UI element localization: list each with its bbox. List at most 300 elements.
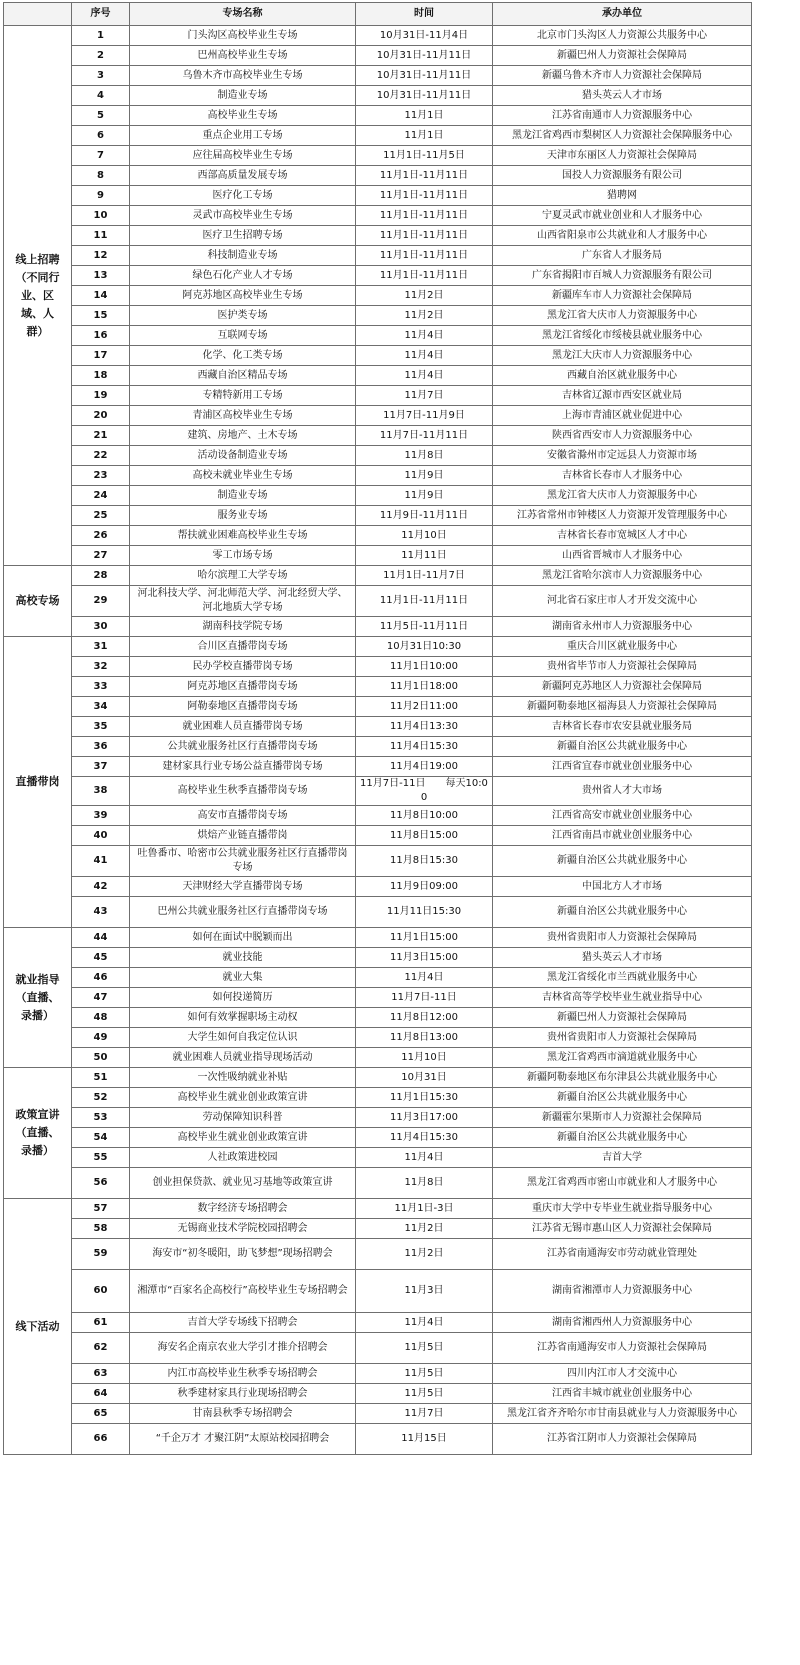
event-name-cell: 化学、化工类专场: [130, 346, 356, 366]
table-row: [4, 677, 752, 697]
number-cell: 49: [72, 1028, 130, 1048]
number-cell: 28: [72, 566, 130, 586]
event-name-cell: 无锡商业技术学院校园招聘会: [130, 1219, 356, 1239]
organizer-cell: 贵州省人才大市场: [493, 777, 752, 806]
event-name-cell: 海安市“初冬暖阳，助飞梦想”现场招聘会: [130, 1239, 356, 1270]
table-row: [4, 1333, 752, 1364]
time-cell: 11月3日17:00: [356, 1108, 493, 1128]
table-row: [4, 546, 752, 566]
event-name-cell: 制造业专场: [130, 86, 356, 106]
number-cell: 32: [72, 657, 130, 677]
time-cell: 11月1日-11月11日: [356, 266, 493, 286]
number-cell: 33: [72, 677, 130, 697]
header-row: [4, 3, 752, 26]
number-cell: 45: [72, 948, 130, 968]
time-cell: 10月31日-11月4日: [356, 26, 493, 46]
table-row: [4, 166, 752, 186]
table-row: [4, 617, 752, 637]
organizer-cell: 湖南省湘西州人力资源服务中心: [493, 1313, 752, 1333]
organizer-cell: 江苏省南通海安市劳动就业管理处: [493, 1239, 752, 1270]
event-name-cell: 青浦区高校毕业生专场: [130, 406, 356, 426]
table-row: [4, 246, 752, 266]
number-cell: 41: [72, 846, 130, 877]
organizer-cell: 上海市青浦区就业促进中心: [493, 406, 752, 426]
event-name-cell: 重点企业用工专场: [130, 126, 356, 146]
event-name-cell: 门头沟区高校毕业生专场: [130, 26, 356, 46]
time-cell: 11月2日: [356, 1219, 493, 1239]
time-cell: 11月4日: [356, 968, 493, 988]
number-cell: 27: [72, 546, 130, 566]
time-cell: 11月2日: [356, 306, 493, 326]
organizer-cell: 贵州省毕节市人力资源社会保障局: [493, 657, 752, 677]
time-cell: 11月7日: [356, 1404, 493, 1424]
table-row: [4, 106, 752, 126]
header-number: 序号: [72, 3, 130, 26]
event-name-cell: 阿克苏地区直播带岗专场: [130, 677, 356, 697]
organizer-cell: 新疆自治区公共就业服务中心: [493, 1088, 752, 1108]
table-row: [4, 948, 752, 968]
time-cell: 11月1日: [356, 106, 493, 126]
organizer-cell: 黑龙江省大庆市人力资源服务中心: [493, 306, 752, 326]
event-name-cell: 高校毕业生就业创业政策宣讲: [130, 1088, 356, 1108]
time-cell: 11月1日-11月11日: [356, 226, 493, 246]
time-cell: 10月31日-11月11日: [356, 86, 493, 106]
time-cell: 11月7日: [356, 386, 493, 406]
event-name-cell: 巴州高校毕业生专场: [130, 46, 356, 66]
organizer-cell: 新疆阿勒泰地区福海县人力资源社会保障局: [493, 697, 752, 717]
time-cell: 11月9日: [356, 466, 493, 486]
event-name-cell: 就业困难人员就业指导现场活动: [130, 1048, 356, 1068]
time-cell: 11月8日12:00: [356, 1008, 493, 1028]
event-name-cell: 秋季建材家具行业现场招聘会: [130, 1384, 356, 1404]
category-cell: 就业指导（直播、录播）: [4, 928, 72, 1068]
event-name-cell: 活动设备制造业专场: [130, 446, 356, 466]
header-organizer: 承办单位: [493, 3, 752, 26]
number-cell: 6: [72, 126, 130, 146]
time-cell: 11月4日: [356, 326, 493, 346]
event-name-cell: 建材家具行业专场公益直播带岗专场: [130, 757, 356, 777]
table-row: [4, 1168, 752, 1199]
event-name-cell: 数字经济专场招聘会: [130, 1199, 356, 1219]
organizer-cell: 宁夏灵武市就业创业和人才服务中心: [493, 206, 752, 226]
table-row: [4, 526, 752, 546]
number-cell: 38: [72, 777, 130, 806]
organizer-cell: 新疆巴州人力资源社会保障局: [493, 46, 752, 66]
time-cell: 11月4日15:30: [356, 1128, 493, 1148]
organizer-cell: 中国北方人才市场: [493, 877, 752, 897]
table-row: [4, 988, 752, 1008]
event-name-cell: 医疗化工专场: [130, 186, 356, 206]
time-cell: 11月4日15:30: [356, 737, 493, 757]
header-time: 时间: [356, 3, 493, 26]
event-name-cell: 医护类专场: [130, 306, 356, 326]
time-cell: 10月31日-11月11日: [356, 66, 493, 86]
number-cell: 15: [72, 306, 130, 326]
event-name-cell: 医疗卫生招聘专场: [130, 226, 356, 246]
number-cell: 29: [72, 586, 130, 617]
organizer-cell: 新疆库车市人力资源社会保障局: [493, 286, 752, 306]
table-row: [4, 1313, 752, 1333]
number-cell: 8: [72, 166, 130, 186]
organizer-cell: 江苏省江阴市人力资源社会保障局: [493, 1424, 752, 1455]
table-row: [4, 1239, 752, 1270]
time-cell: 10月31日: [356, 1068, 493, 1088]
time-cell: 11月3日: [356, 1270, 493, 1313]
table-row: [4, 426, 752, 446]
table-row: [4, 1068, 752, 1088]
schedule-table: [3, 2, 752, 1455]
organizer-cell: 江苏省无锡市惠山区人力资源社会保障局: [493, 1219, 752, 1239]
table-row: [4, 346, 752, 366]
number-cell: 14: [72, 286, 130, 306]
number-cell: 52: [72, 1088, 130, 1108]
table-row: [4, 697, 752, 717]
category-cell: 政策宣讲（直播、录播）: [4, 1068, 72, 1199]
table-row: [4, 657, 752, 677]
number-cell: 59: [72, 1239, 130, 1270]
organizer-cell: 新疆霍尔果斯市人力资源社会保障局: [493, 1108, 752, 1128]
table-row: [4, 846, 752, 877]
table-body: [4, 26, 752, 1455]
time-cell: 11月9日: [356, 486, 493, 506]
event-name-cell: “千企万才 才聚江阴”太原站校园招聘会: [130, 1424, 356, 1455]
event-name-cell: 西部高质量发展专场: [130, 166, 356, 186]
table-row: [4, 1384, 752, 1404]
number-cell: 23: [72, 466, 130, 486]
number-cell: 46: [72, 968, 130, 988]
event-name-cell: 海安名企南京农业大学引才推介招聘会: [130, 1333, 356, 1364]
event-name-cell: 烘焙产业链直播带岗: [130, 826, 356, 846]
event-name-cell: 公共就业服务社区行直播带岗专场: [130, 737, 356, 757]
event-name-cell: 巴州公共就业服务社区行直播带岗专场: [130, 897, 356, 928]
time-cell: 11月1日-11月11日: [356, 246, 493, 266]
table-row: [4, 777, 752, 806]
table-row: [4, 566, 752, 586]
organizer-cell: 重庆合川区就业服务中心: [493, 637, 752, 657]
organizer-cell: 江西省高安市就业创业服务中心: [493, 806, 752, 826]
number-cell: 17: [72, 346, 130, 366]
number-cell: 18: [72, 366, 130, 386]
organizer-cell: 吉首大学: [493, 1148, 752, 1168]
organizer-cell: 黑龙江省绥化市兰西就业服务中心: [493, 968, 752, 988]
number-cell: 26: [72, 526, 130, 546]
organizer-cell: 吉林省辽源市西安区就业局: [493, 386, 752, 406]
event-name-cell: 创业担保贷款、就业见习基地等政策宣讲: [130, 1168, 356, 1199]
time-cell: 11月8日: [356, 446, 493, 466]
time-cell: 11月2日: [356, 1239, 493, 1270]
event-name-cell: 如何投递简历: [130, 988, 356, 1008]
organizer-cell: 新疆自治区公共就业服务中心: [493, 897, 752, 928]
organizer-cell: 江西省宜春市就业创业服务中心: [493, 757, 752, 777]
organizer-cell: 新疆巴州人力资源社会保障局: [493, 1008, 752, 1028]
table-row: [4, 186, 752, 206]
event-name-cell: 就业技能: [130, 948, 356, 968]
event-name-cell: 灵武市高校毕业生专场: [130, 206, 356, 226]
time-cell: 11月7日-11月11日: [356, 426, 493, 446]
organizer-cell: 国投人力资源服务有限公司: [493, 166, 752, 186]
event-name-cell: 合川区直播带岗专场: [130, 637, 356, 657]
event-name-cell: 人社政策进校园: [130, 1148, 356, 1168]
organizer-cell: 江西省南昌市就业创业服务中心: [493, 826, 752, 846]
organizer-cell: 湖南省湘潭市人力资源服务中心: [493, 1270, 752, 1313]
number-cell: 24: [72, 486, 130, 506]
number-cell: 22: [72, 446, 130, 466]
time-cell: 11月4日: [356, 346, 493, 366]
time-cell: 11月5日: [356, 1333, 493, 1364]
table-row: [4, 26, 752, 46]
time-cell: 11月10日: [356, 1048, 493, 1068]
time-cell: 11月1日-11月11日: [356, 186, 493, 206]
time-cell: 11月2日11:00: [356, 697, 493, 717]
time-cell: 11月8日: [356, 1168, 493, 1199]
organizer-cell: 新疆阿克苏地区人力资源社会保障局: [493, 677, 752, 697]
number-cell: 64: [72, 1384, 130, 1404]
time-cell: 11月3日15:00: [356, 948, 493, 968]
time-cell: 11月7日-11月9日: [356, 406, 493, 426]
time-cell: 11月1日-11月11日: [356, 586, 493, 617]
organizer-cell: 山西省阳泉市公共就业和人才服务中心: [493, 226, 752, 246]
number-cell: 50: [72, 1048, 130, 1068]
time-cell: 11月1日: [356, 126, 493, 146]
event-name-cell: 内江市高校毕业生秋季专场招聘会: [130, 1364, 356, 1384]
organizer-cell: 吉林省长春市农安县就业服务局: [493, 717, 752, 737]
table-row: [4, 826, 752, 846]
table-row: [4, 928, 752, 948]
time-cell: 11月1日10:00: [356, 657, 493, 677]
organizer-cell: 广东省揭阳市百城人力资源服务有限公司: [493, 266, 752, 286]
event-name-cell: 民办学校直播带岗专场: [130, 657, 356, 677]
number-cell: 7: [72, 146, 130, 166]
table-row: [4, 717, 752, 737]
header-category: [4, 3, 72, 26]
time-cell: 11月5日: [356, 1384, 493, 1404]
time-cell: 11月7日-11日 每天10:00: [356, 777, 493, 806]
organizer-cell: 江苏省常州市钟楼区人力资源开发管理服务中心: [493, 506, 752, 526]
number-cell: 48: [72, 1008, 130, 1028]
organizer-cell: 黑龙江大庆市人力资源服务中心: [493, 346, 752, 366]
organizer-cell: 江西省丰城市就业创业服务中心: [493, 1384, 752, 1404]
table-row: [4, 1270, 752, 1313]
organizer-cell: 黑龙江省哈尔滨市人力资源服务中心: [493, 566, 752, 586]
organizer-cell: 猎头英云人才市场: [493, 86, 752, 106]
table-row: [4, 326, 752, 346]
event-name-cell: 科技制造业专场: [130, 246, 356, 266]
table-row: [4, 1048, 752, 1068]
organizer-cell: 重庆市大学中专毕业生就业指导服务中心: [493, 1199, 752, 1219]
time-cell: 11月1日-3日: [356, 1199, 493, 1219]
organizer-cell: 陕西省西安市人力资源服务中心: [493, 426, 752, 446]
number-cell: 42: [72, 877, 130, 897]
time-cell: 11月8日15:00: [356, 826, 493, 846]
time-cell: 11月5日-11月11日: [356, 617, 493, 637]
time-cell: 11月1日18:00: [356, 677, 493, 697]
number-cell: 37: [72, 757, 130, 777]
number-cell: 58: [72, 1219, 130, 1239]
time-cell: 11月1日15:00: [356, 928, 493, 948]
event-name-cell: 劳动保障知识科普: [130, 1108, 356, 1128]
number-cell: 47: [72, 988, 130, 1008]
event-name-cell: 互联网专场: [130, 326, 356, 346]
number-cell: 12: [72, 246, 130, 266]
number-cell: 54: [72, 1128, 130, 1148]
number-cell: 65: [72, 1404, 130, 1424]
time-cell: 11月5日: [356, 1364, 493, 1384]
event-name-cell: 吉首大学专场线下招聘会: [130, 1313, 356, 1333]
table-row: [4, 1219, 752, 1239]
header-event-name: 专场名称: [130, 3, 356, 26]
table-row: [4, 266, 752, 286]
organizer-cell: 江苏省南通海安市人力资源社会保障局: [493, 1333, 752, 1364]
event-name-cell: 阿勒泰地区直播带岗专场: [130, 697, 356, 717]
number-cell: 5: [72, 106, 130, 126]
organizer-cell: 安徽省滁州市定远县人力资源市场: [493, 446, 752, 466]
organizer-cell: 黑龙江省大庆市人力资源服务中心: [493, 486, 752, 506]
time-cell: 11月15日: [356, 1424, 493, 1455]
time-cell: 11月4日19:00: [356, 757, 493, 777]
table-row: [4, 757, 752, 777]
number-cell: 11: [72, 226, 130, 246]
number-cell: 60: [72, 1270, 130, 1313]
organizer-cell: 河北省石家庄市人才开发交流中心: [493, 586, 752, 617]
number-cell: 30: [72, 617, 130, 637]
table-row: [4, 286, 752, 306]
organizer-cell: 新疆乌鲁木齐市人力资源社会保障局: [493, 66, 752, 86]
table-row: [4, 806, 752, 826]
organizer-cell: 黑龙江省鸡西市梨树区人力资源社会保障服务中心: [493, 126, 752, 146]
time-cell: 11月11日: [356, 546, 493, 566]
event-name-cell: 大学生如何自我定位认识: [130, 1028, 356, 1048]
event-name-cell: 湘潭市“百家名企高校行”高校毕业生专场招聘会: [130, 1270, 356, 1313]
number-cell: 44: [72, 928, 130, 948]
table-row: [4, 486, 752, 506]
organizer-cell: 江苏省南通市人力资源服务中心: [493, 106, 752, 126]
organizer-cell: 猎头英云人才市场: [493, 948, 752, 968]
number-cell: 25: [72, 506, 130, 526]
event-name-cell: 西藏自治区精品专场: [130, 366, 356, 386]
time-cell: 11月4日: [356, 1148, 493, 1168]
table-row: [4, 1199, 752, 1219]
number-cell: 55: [72, 1148, 130, 1168]
event-name-cell: 就业困难人员直播带岗专场: [130, 717, 356, 737]
event-name-cell: 河北科技大学、河北师范大学、河北经贸大学、河北地质大学专场: [130, 586, 356, 617]
table-row: [4, 1404, 752, 1424]
table-row: [4, 1028, 752, 1048]
number-cell: 39: [72, 806, 130, 826]
organizer-cell: 四川内江市人才交流中心: [493, 1364, 752, 1384]
organizer-cell: 黑龙江省绥化市绥棱县就业服务中心: [493, 326, 752, 346]
number-cell: 35: [72, 717, 130, 737]
time-cell: 10月31日-11月11日: [356, 46, 493, 66]
table-row: [4, 46, 752, 66]
number-cell: 4: [72, 86, 130, 106]
organizer-cell: 西藏自治区就业服务中心: [493, 366, 752, 386]
time-cell: 11月2日: [356, 286, 493, 306]
number-cell: 36: [72, 737, 130, 757]
event-name-cell: 应往届高校毕业生专场: [130, 146, 356, 166]
number-cell: 40: [72, 826, 130, 846]
table-row: [4, 1424, 752, 1455]
number-cell: 53: [72, 1108, 130, 1128]
table-row: [4, 306, 752, 326]
table-row: [4, 877, 752, 897]
time-cell: 11月1日-11月11日: [356, 166, 493, 186]
time-cell: 11月4日: [356, 366, 493, 386]
category-cell: 高校专场: [4, 566, 72, 637]
event-name-cell: 制造业专场: [130, 486, 356, 506]
organizer-cell: 新疆自治区公共就业服务中心: [493, 737, 752, 757]
table-row: [4, 226, 752, 246]
event-name-cell: 帮扶就业困难高校毕业生专场: [130, 526, 356, 546]
category-cell: 线上招聘（不同行业、区域、人群）: [4, 26, 72, 566]
table-row: [4, 366, 752, 386]
time-cell: 11月8日10:00: [356, 806, 493, 826]
number-cell: 9: [72, 186, 130, 206]
organizer-cell: 新疆阿勒泰地区布尔津县公共就业服务中心: [493, 1068, 752, 1088]
event-name-cell: 甘南县秋季专场招聘会: [130, 1404, 356, 1424]
number-cell: 10: [72, 206, 130, 226]
event-name-cell: 吐鲁番市、哈密市公共就业服务社区行直播带岗专场: [130, 846, 356, 877]
table-row: [4, 506, 752, 526]
event-name-cell: 湖南科技学院专场: [130, 617, 356, 637]
number-cell: 21: [72, 426, 130, 446]
organizer-cell: 吉林省长春市人才服务中心: [493, 466, 752, 486]
number-cell: 51: [72, 1068, 130, 1088]
event-name-cell: 高校毕业生就业创业政策宣讲: [130, 1128, 356, 1148]
number-cell: 62: [72, 1333, 130, 1364]
table-row: [4, 737, 752, 757]
number-cell: 43: [72, 897, 130, 928]
category-cell: 线下活动: [4, 1199, 72, 1455]
event-name-cell: 如何在面试中脱颖而出: [130, 928, 356, 948]
table-row: [4, 1108, 752, 1128]
number-cell: 19: [72, 386, 130, 406]
table-row: [4, 86, 752, 106]
organizer-cell: 吉林省长春市宽城区人才中心: [493, 526, 752, 546]
organizer-cell: 湖南省永州市人力资源服务中心: [493, 617, 752, 637]
table-row: [4, 1088, 752, 1108]
organizer-cell: 贵州省贵阳市人力资源社会保障局: [493, 928, 752, 948]
table-row: [4, 146, 752, 166]
event-name-cell: 高校毕业生专场: [130, 106, 356, 126]
table-row: [4, 637, 752, 657]
time-cell: 11月7日-11日: [356, 988, 493, 1008]
table-row: [4, 1128, 752, 1148]
number-cell: 34: [72, 697, 130, 717]
event-name-cell: 如何有效掌握职场主动权: [130, 1008, 356, 1028]
event-name-cell: 绿色石化产业人才专场: [130, 266, 356, 286]
event-name-cell: 就业大集: [130, 968, 356, 988]
time-cell: 11月8日15:30: [356, 846, 493, 877]
event-name-cell: 高校毕业生秋季直播带岗专场: [130, 777, 356, 806]
number-cell: 61: [72, 1313, 130, 1333]
time-cell: 11月1日15:30: [356, 1088, 493, 1108]
time-cell: 10月31日10:30: [356, 637, 493, 657]
table-row: [4, 386, 752, 406]
organizer-cell: 黑龙江省鸡西市密山市就业和人才服务中心: [493, 1168, 752, 1199]
table-row: [4, 466, 752, 486]
organizer-cell: 黑龙江省鸡西市滴道就业服务中心: [493, 1048, 752, 1068]
time-cell: 11月1日-11月11日: [356, 206, 493, 226]
table-row: [4, 206, 752, 226]
organizer-cell: 新疆自治区公共就业服务中心: [493, 1128, 752, 1148]
category-cell: 直播带岗: [4, 637, 72, 928]
number-cell: 56: [72, 1168, 130, 1199]
number-cell: 20: [72, 406, 130, 426]
time-cell: 11月9日-11月11日: [356, 506, 493, 526]
time-cell: 11月4日: [356, 1313, 493, 1333]
number-cell: 57: [72, 1199, 130, 1219]
time-cell: 11月9日09:00: [356, 877, 493, 897]
